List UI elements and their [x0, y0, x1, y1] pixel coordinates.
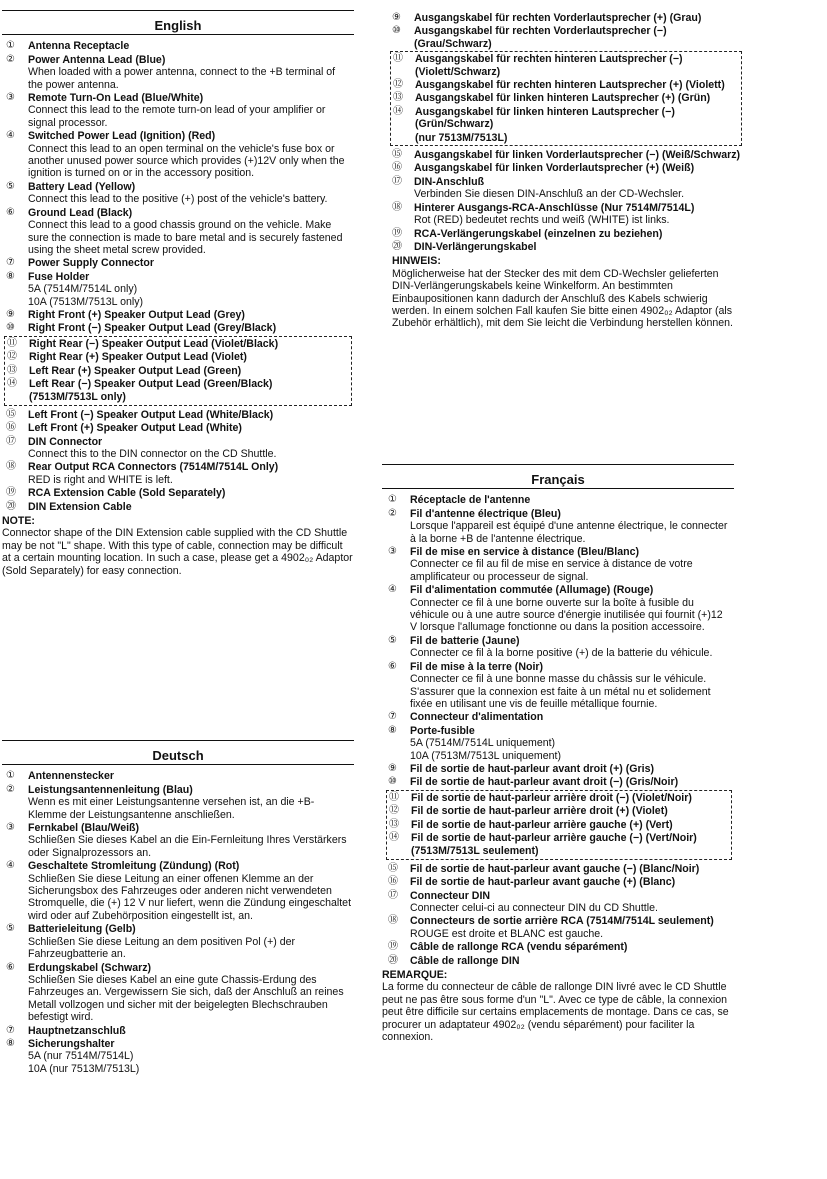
item-title: Hinterer Ausgangs-RCA-Anschlüsse (Nur 7514M/7514L) — [414, 201, 695, 214]
item-number: ① — [6, 40, 15, 52]
english-column — [2, 0, 354, 577]
item-description: RED is right and WHITE is left. — [28, 473, 173, 486]
item-number: ③ — [6, 92, 15, 104]
item-title: Antenna Receptacle — [28, 40, 130, 53]
item-title: RCA Extension Cable (Sold Separately) — [28, 487, 226, 500]
francais-box-note: (7513M/7513L seulement) — [411, 845, 539, 858]
item-number: ⑳ — [6, 500, 16, 512]
deutsch-top-rule — [2, 740, 354, 741]
item-title: Fil de batterie (Jaune) — [410, 634, 520, 647]
item-title: Câble de rallonge RCA (vendu séparément) — [410, 941, 628, 954]
english-entry-16 — [6, 422, 352, 434]
item-description: Connecter ce fil à une borne ouverte sur la boîte à fusible du véhicule ou à une autre source d'énergie inutilisée qui fournit (+)12 V lorsque l'allumage fonctionne ou dans la position accessoire. — [410, 596, 723, 634]
deutsch-heading-rule — [2, 764, 354, 765]
item-number: ⑦ — [388, 711, 397, 723]
item-number: ⑭ — [7, 377, 17, 389]
item-number: ⑪ — [7, 337, 17, 349]
francais-entry-13 — [389, 819, 729, 831]
english-entry-9 — [6, 309, 352, 321]
item-number: ④ — [6, 860, 15, 872]
francais-entry-3 — [388, 546, 732, 583]
item-title: Câble de rallonge DIN — [410, 954, 520, 967]
deutsch-entry-10 — [392, 25, 742, 50]
item-title: Power Antenna Lead (Blue) — [28, 53, 166, 66]
deutsch-entry-17 — [392, 176, 742, 201]
item-number: ⑧ — [6, 1037, 15, 1049]
item-description: Wenn es mit einer Leistungsantenne versehen ist, an die +B-Klemme der Leistungsantenne anschließen. — [28, 796, 315, 821]
english-entry-19 — [6, 487, 352, 499]
item-title: Switched Power Lead (Ignition) (Red) — [28, 130, 216, 143]
francais-column — [382, 464, 734, 1043]
item-title: Erdungskabel (Schwarz) — [28, 961, 152, 974]
item-number: ⑲ — [388, 941, 398, 953]
francais-entry-5 — [388, 635, 732, 660]
francais-heading: Français — [531, 472, 585, 487]
item-number: ② — [6, 53, 15, 65]
english-entry-7 — [6, 257, 352, 269]
item-number: ⑩ — [388, 776, 397, 788]
english-entry-20 — [6, 501, 352, 513]
english-entry-12 — [7, 351, 349, 363]
item-number: ⑥ — [388, 660, 397, 672]
francais-entry-11 — [389, 792, 729, 804]
item-number: ⑰ — [392, 175, 402, 187]
deutsch-entry-15 — [392, 149, 742, 161]
english-entry-10 — [6, 322, 352, 334]
item-number: ⑱ — [392, 201, 402, 213]
item-title: Fernkabel (Blau/Weiß) — [28, 822, 140, 835]
item-title: Ausgangskabel für linken hinteren Lautsprecher (+) (Grün) — [415, 92, 711, 105]
deutsch-entry-11 — [393, 53, 739, 78]
item-title: Remote Turn-On Lead (Blue/White) — [28, 92, 204, 105]
item-title: Fil de sortie de haut-parleur arrière droit (−) (Violet/Noir) — [411, 791, 692, 804]
deutsch-entry-13 — [393, 92, 739, 104]
item-number: ⑤ — [6, 180, 15, 192]
item-title: Ausgangskabel für linken Vorderlautsprecher (−) (Weiß/Schwarz) — [414, 149, 741, 162]
english-entry-4 — [6, 130, 352, 180]
item-number: ⑨ — [6, 308, 15, 320]
item-number: ⑧ — [6, 270, 15, 282]
deutsch-entry-9 — [392, 12, 742, 24]
item-title: Left Rear (−) Speaker Output Lead (Green/Black) — [29, 377, 273, 390]
english-top-rule — [2, 10, 354, 11]
item-title: Left Front (+) Speaker Output Lead (White) — [28, 422, 242, 435]
item-title: Réceptacle de l'antenne — [410, 494, 531, 507]
francais-entry-14 — [389, 832, 729, 844]
item-title: Leistungsantennenleitung (Blau) — [28, 783, 193, 796]
english-entry-8 — [6, 271, 352, 308]
item-number: ⑬ — [389, 818, 399, 830]
francais-entry-6 — [388, 661, 732, 711]
deutsch-box-note: (nur 7513M/7513L) — [415, 131, 508, 144]
deutsch-entry-8 — [6, 1038, 352, 1075]
deutsch-entry-2 — [6, 784, 352, 821]
francais-list — [382, 494, 734, 967]
item-number: ⑭ — [389, 831, 399, 843]
english-entry-2 — [6, 54, 352, 91]
item-number: ⑮ — [392, 149, 402, 161]
item-number: ⑩ — [6, 322, 15, 334]
item-number: ⑯ — [388, 876, 398, 888]
english-entry-14 — [7, 378, 349, 390]
item-number: ⑫ — [389, 805, 399, 817]
francais-entry-18 — [388, 915, 732, 940]
item-title: Fil de sortie de haut-parleur arrière droit (+) (Violet) — [411, 805, 668, 818]
francais-top-rule — [382, 464, 734, 465]
item-number: ⑤ — [6, 923, 15, 935]
item-title: Ausgangskabel für rechten Vorderlautsprecher (−) (Grau/Schwarz) — [414, 25, 667, 50]
francais-entry-4 — [388, 584, 732, 634]
item-title: Connecteurs de sortie arrière RCA (7514M/7514L seulement) — [410, 915, 714, 928]
item-number: ⑮ — [388, 862, 398, 874]
item-description: Connect this lead to a good chassis ground on the vehicle. Make sure the connection is made to bare metal and is securely fastened using the sheet metal screw provided. — [28, 219, 343, 256]
item-number: ⑱ — [6, 461, 16, 473]
item-description: Lorsque l'appareil est équipé d'une antenne électrique, le connecter à la borne +B de l'antenne électrique. — [410, 520, 728, 545]
francais-entry-8 — [388, 725, 732, 762]
item-title: Ausgangskabel für linken Vorderlautsprecher (+) (Weiß) — [414, 162, 695, 175]
item-description: Connecter celui-ci au connecteur DIN du CD Shuttle. — [410, 902, 658, 914]
item-title: Batterieleitung (Gelb) — [28, 923, 136, 936]
english-rear-speaker-box — [4, 336, 352, 406]
francais-rear-speaker-box — [386, 790, 732, 860]
item-number: ⑳ — [388, 954, 398, 966]
deutsch-list — [2, 770, 354, 1075]
item-number: ⑯ — [392, 162, 402, 174]
item-title: Rear Output RCA Connectors (7514M/7514L Only) — [28, 461, 279, 474]
item-description: When loaded with a power antenna, connect to the +B terminal of the power antenna. — [28, 66, 336, 91]
english-entry-1 — [6, 40, 352, 52]
francais-entry-12 — [389, 805, 729, 817]
item-description: Schließen Sie dieses Kabel an eine gute Chassis-Erdung des Fahrzeuges an. Vergewissern Sie sich, daß der Anschluß an reines Metall vollzogen und sicher mit der beigelegten Blechschrauben befestigt wird. — [28, 973, 344, 1024]
item-title: Right Rear (−) Speaker Output Lead (Violet/Black) — [29, 337, 279, 350]
item-description: ROUGE est droite et BLANC est gauche. — [410, 927, 604, 940]
item-title: Connecteur DIN — [410, 889, 491, 902]
item-number: ⑨ — [392, 12, 401, 23]
item-number: ⑫ — [7, 351, 17, 363]
item-title: Ausgangskabel für linken hinteren Lautsprecher (−) (Grün/Schwarz) — [415, 105, 675, 131]
item-number: ⑫ — [393, 79, 403, 91]
item-number: ⑮ — [6, 408, 16, 420]
item-number: ⑤ — [388, 634, 397, 646]
item-description: Connecter ce fil à une bonne masse du châssis sur le véhicule. S'assurer que la connexion est faite à un métal nu et solidement fixée en utilisant une vis de feuille métallique fournie. — [410, 673, 711, 710]
item-description: Connecter ce fil au fil de mise en service à distance de votre amplificateur ou processeur de signal. — [410, 558, 693, 583]
item-number: ⑬ — [393, 92, 403, 104]
deutsch-entry-16 — [392, 162, 742, 174]
deutsch-heading: Deutsch — [152, 748, 204, 763]
francais-entry-20 — [388, 955, 732, 967]
deutsch-entry-14 — [393, 106, 739, 131]
deutsch-entry-20 — [392, 241, 742, 253]
english-heading-rule — [2, 34, 354, 35]
english-note-label: NOTE: — [2, 515, 35, 528]
item-title: DIN-Anschluß — [414, 175, 485, 188]
english-entry-17 — [6, 436, 352, 461]
english-entry-11 — [7, 338, 349, 350]
english-entry-18 — [6, 461, 352, 486]
item-title: Fuse Holder — [28, 270, 90, 283]
english-list — [2, 40, 354, 513]
item-description: Rot (RED) bedeutet rechts und weiß (WHITE) ist links. — [414, 214, 670, 227]
english-box-note: (7513M/7513L only) — [29, 391, 126, 404]
item-description: 5A (7514M/7514L only) 10A (7513M/7513L only) — [28, 283, 144, 308]
item-number: ⑨ — [388, 762, 397, 774]
deutsch-entry-7 — [6, 1025, 352, 1037]
item-number: ⑭ — [393, 105, 403, 117]
francais-entry-7 — [388, 711, 732, 723]
item-title: Power Supply Connector — [28, 257, 154, 270]
deutsch-entry-3 — [6, 822, 352, 859]
francais-entry-1 — [388, 494, 732, 506]
item-title: Fil de mise en service à distance (Bleu/Blanc) — [410, 546, 640, 559]
francais-entry-2 — [388, 508, 732, 545]
francais-entry-17 — [388, 890, 732, 915]
item-title: Sicherungshalter — [28, 1037, 115, 1050]
item-description: 5A (nur 7514M/7514L) 10A (nur 7513M/7513L) — [28, 1050, 140, 1075]
item-number: ⑯ — [6, 422, 16, 434]
francais-entry-16 — [388, 876, 732, 888]
deutsch-entry-1 — [6, 770, 352, 782]
item-title: Hauptnetzanschluß — [28, 1024, 126, 1037]
item-number: ③ — [6, 822, 15, 834]
item-title: DIN Connector — [28, 435, 103, 448]
francais-note-label: REMARQUE: — [382, 969, 448, 982]
item-number: ⑳ — [392, 240, 402, 252]
item-title: Fil de sortie de haut-parleur avant droit (+) (Gris) — [410, 762, 654, 775]
item-title: RCA-Verlängerungskabel (einzelnen zu beziehen) — [414, 227, 663, 240]
item-number: ⑦ — [6, 257, 15, 269]
english-entry-15 — [6, 409, 352, 421]
english-entry-6 — [6, 207, 352, 257]
item-number: ② — [388, 507, 397, 519]
item-number: ⑦ — [6, 1024, 15, 1036]
deutsch-note-label: HINWEIS: — [392, 255, 441, 268]
item-title: Right Rear (+) Speaker Output Lead (Violet) — [29, 351, 247, 364]
item-number: ⑩ — [392, 25, 401, 37]
item-title: Right Front (−) Speaker Output Lead (Grey/Black) — [28, 322, 277, 335]
item-description: Verbinden Sie diesen DIN-Anschluß an der CD-Wechsler. — [414, 188, 685, 201]
item-number: ⑱ — [388, 915, 398, 927]
francais-note: La forme du connecteur de câble de rallonge DIN livré avec le CD Shuttle peut ne pas être sous forme d'un "L". Avec ce type de câble, la connexion peut être difficile sur certains emplacements de montage. Dans ce cas, se procurer un adaptateur 4902₀₂ (vendu séparément) pour faciliter la connexion. — [382, 981, 729, 1044]
deutsch-entry-19 — [392, 228, 742, 240]
item-number: ③ — [388, 546, 397, 558]
item-title: Left Rear (+) Speaker Output Lead (Green) — [29, 364, 242, 377]
item-title: Ausgangskabel für rechten hinteren Lautsprecher (+) (Violett) — [415, 79, 725, 92]
item-number: ⑲ — [6, 487, 16, 499]
item-description: Connect this lead to the remote turn-on lead of your amplifier or signal processor. — [28, 104, 326, 129]
item-number: ⑰ — [388, 889, 398, 901]
item-title: Fil de sortie de haut-parleur arrière gauche (−) (Vert/Noir) — [411, 831, 697, 844]
item-number: ④ — [388, 584, 397, 596]
item-title: Right Front (+) Speaker Output Lead (Grey) — [28, 308, 245, 321]
item-description: Connect this to the DIN connector on the CD Shuttle. — [28, 448, 277, 460]
francais-entry-10 — [388, 776, 732, 788]
item-number: ① — [388, 494, 397, 506]
item-title: DIN Extension Cable — [28, 500, 132, 513]
deutsch-note: Möglicherweise hat der Stecker des mit dem CD-Wechsler gelieferten DIN-Verlängerungskabels keine Winkelform. An bestimmten Einbaupositionen kann dadurch der Anschluß des Kabels schwierig werden. In einem solchen Fall kaufen Sie bitte einen 4902₀₂ Adaptor (als Zubehör erhältlich), mit dem Sie leicht die Verbindung herstellen können. — [392, 267, 733, 330]
item-number: ⑪ — [393, 53, 403, 65]
item-description: Schließen Sie diese Leitung an einer offenen Klemme an der Sicherungsbox des Fahrzeuges oder anderen nicht verwendeten Stromquelle, die (+) 12 V nur liefert, wenn die Zündung eingeschaltet wird oder auf Zubehörposition eingestellt ist, an. — [28, 872, 352, 922]
deutsch-rear-speaker-box — [390, 51, 742, 146]
item-title: Ausgangskabel für rechten hinteren Lautsprecher (−) (Violett/Schwarz) — [415, 53, 683, 78]
item-title: Fil de sortie de haut-parleur avant gauche (+) (Blanc) — [410, 876, 676, 889]
english-entry-5 — [6, 181, 352, 206]
item-number: ⑥ — [6, 961, 15, 973]
english-entry-3 — [6, 92, 352, 129]
item-description: 5A (7514M/7514L uniquement) 10A (7513M/7513L uniquement) — [410, 737, 561, 762]
item-title: Fil de sortie de haut-parleur avant gauche (−) (Blanc/Noir) — [410, 862, 700, 875]
deutsch-continued-column — [392, 12, 742, 330]
item-title: Left Front (−) Speaker Output Lead (White/Black) — [28, 408, 274, 421]
item-title: Porte-fusible — [410, 724, 475, 737]
francais-entry-9 — [388, 763, 732, 775]
item-title: Battery Lead (Yellow) — [28, 180, 136, 193]
francais-entry-19 — [388, 941, 732, 953]
item-number: ② — [6, 783, 15, 795]
item-number: ⑲ — [392, 227, 402, 239]
item-number: ⑧ — [388, 724, 397, 736]
item-number: ⑰ — [6, 435, 16, 447]
deutsch-entry-6 — [6, 962, 352, 1024]
deutsch-entry-5 — [6, 923, 352, 960]
english-note: Connector shape of the DIN Extension cable supplied with the CD Shuttle may be not "L" shape. With this type of cable, connection may be difficult at a certain mounting location. In such a case, please get a 4902₀₂ Adaptor (Sold Separately) for easy connection. — [2, 527, 353, 577]
deutsch-entry-18 — [392, 202, 742, 227]
item-description: Connect this lead to the positive (+) post of the vehicle's battery. — [28, 193, 328, 206]
deutsch-column — [2, 740, 354, 1076]
item-description: Schließen Sie diese Leitung an dem positiven Pol (+) der Fahrzeugbatterie an. — [28, 935, 296, 961]
item-title: Geschaltete Stromleitung (Zündung) (Rot) — [28, 860, 240, 873]
item-title: Antennenstecker — [28, 770, 114, 783]
english-heading: English — [154, 18, 202, 33]
deutsch-entry-4 — [6, 860, 352, 922]
item-number: ⑪ — [389, 791, 399, 803]
item-description: Schließen Sie dieses Kabel an die Ein-Fernleitung Ihres Verstärkers oder Signalprozessors an. — [28, 834, 347, 859]
english-entry-13 — [7, 365, 349, 377]
francais-entry-15 — [388, 863, 732, 875]
item-title: Fil de mise à la terre (Noir) — [410, 660, 544, 673]
item-number: ④ — [6, 130, 15, 142]
item-description: Connect this lead to an open terminal on the vehicle's fuse box or another unused power source which provides (+)12V only when the ignition is turned on or in the accessory position. — [28, 142, 345, 180]
deutsch-entry-12 — [393, 79, 739, 91]
item-number: ⑥ — [6, 206, 15, 218]
item-title: Fil de sortie de haut-parleur arrière gauche (+) (Vert) — [411, 818, 673, 831]
item-title: Ausgangskabel für rechten Vorderlautsprecher (+) (Grau) — [414, 12, 702, 24]
item-description: Connecter ce fil à la borne positive (+) de la batterie du véhicule. — [410, 647, 713, 660]
francais-heading-rule — [382, 488, 734, 489]
item-title: DIN-Verlängerungskabel — [414, 240, 537, 253]
item-number: ① — [6, 770, 15, 782]
item-title: Fil de sortie de haut-parleur avant droit (−) (Gris/Noir) — [410, 776, 679, 789]
item-number: ⑬ — [7, 364, 17, 376]
item-title: Connecteur d'alimentation — [410, 711, 544, 724]
item-title: Fil d'alimentation commutée (Allumage) (Rouge) — [410, 584, 654, 597]
deutsch-cont-list — [392, 12, 742, 253]
item-title: Ground Lead (Black) — [28, 206, 133, 219]
item-title: Fil d'antenne électrique (Bleu) — [410, 507, 561, 520]
